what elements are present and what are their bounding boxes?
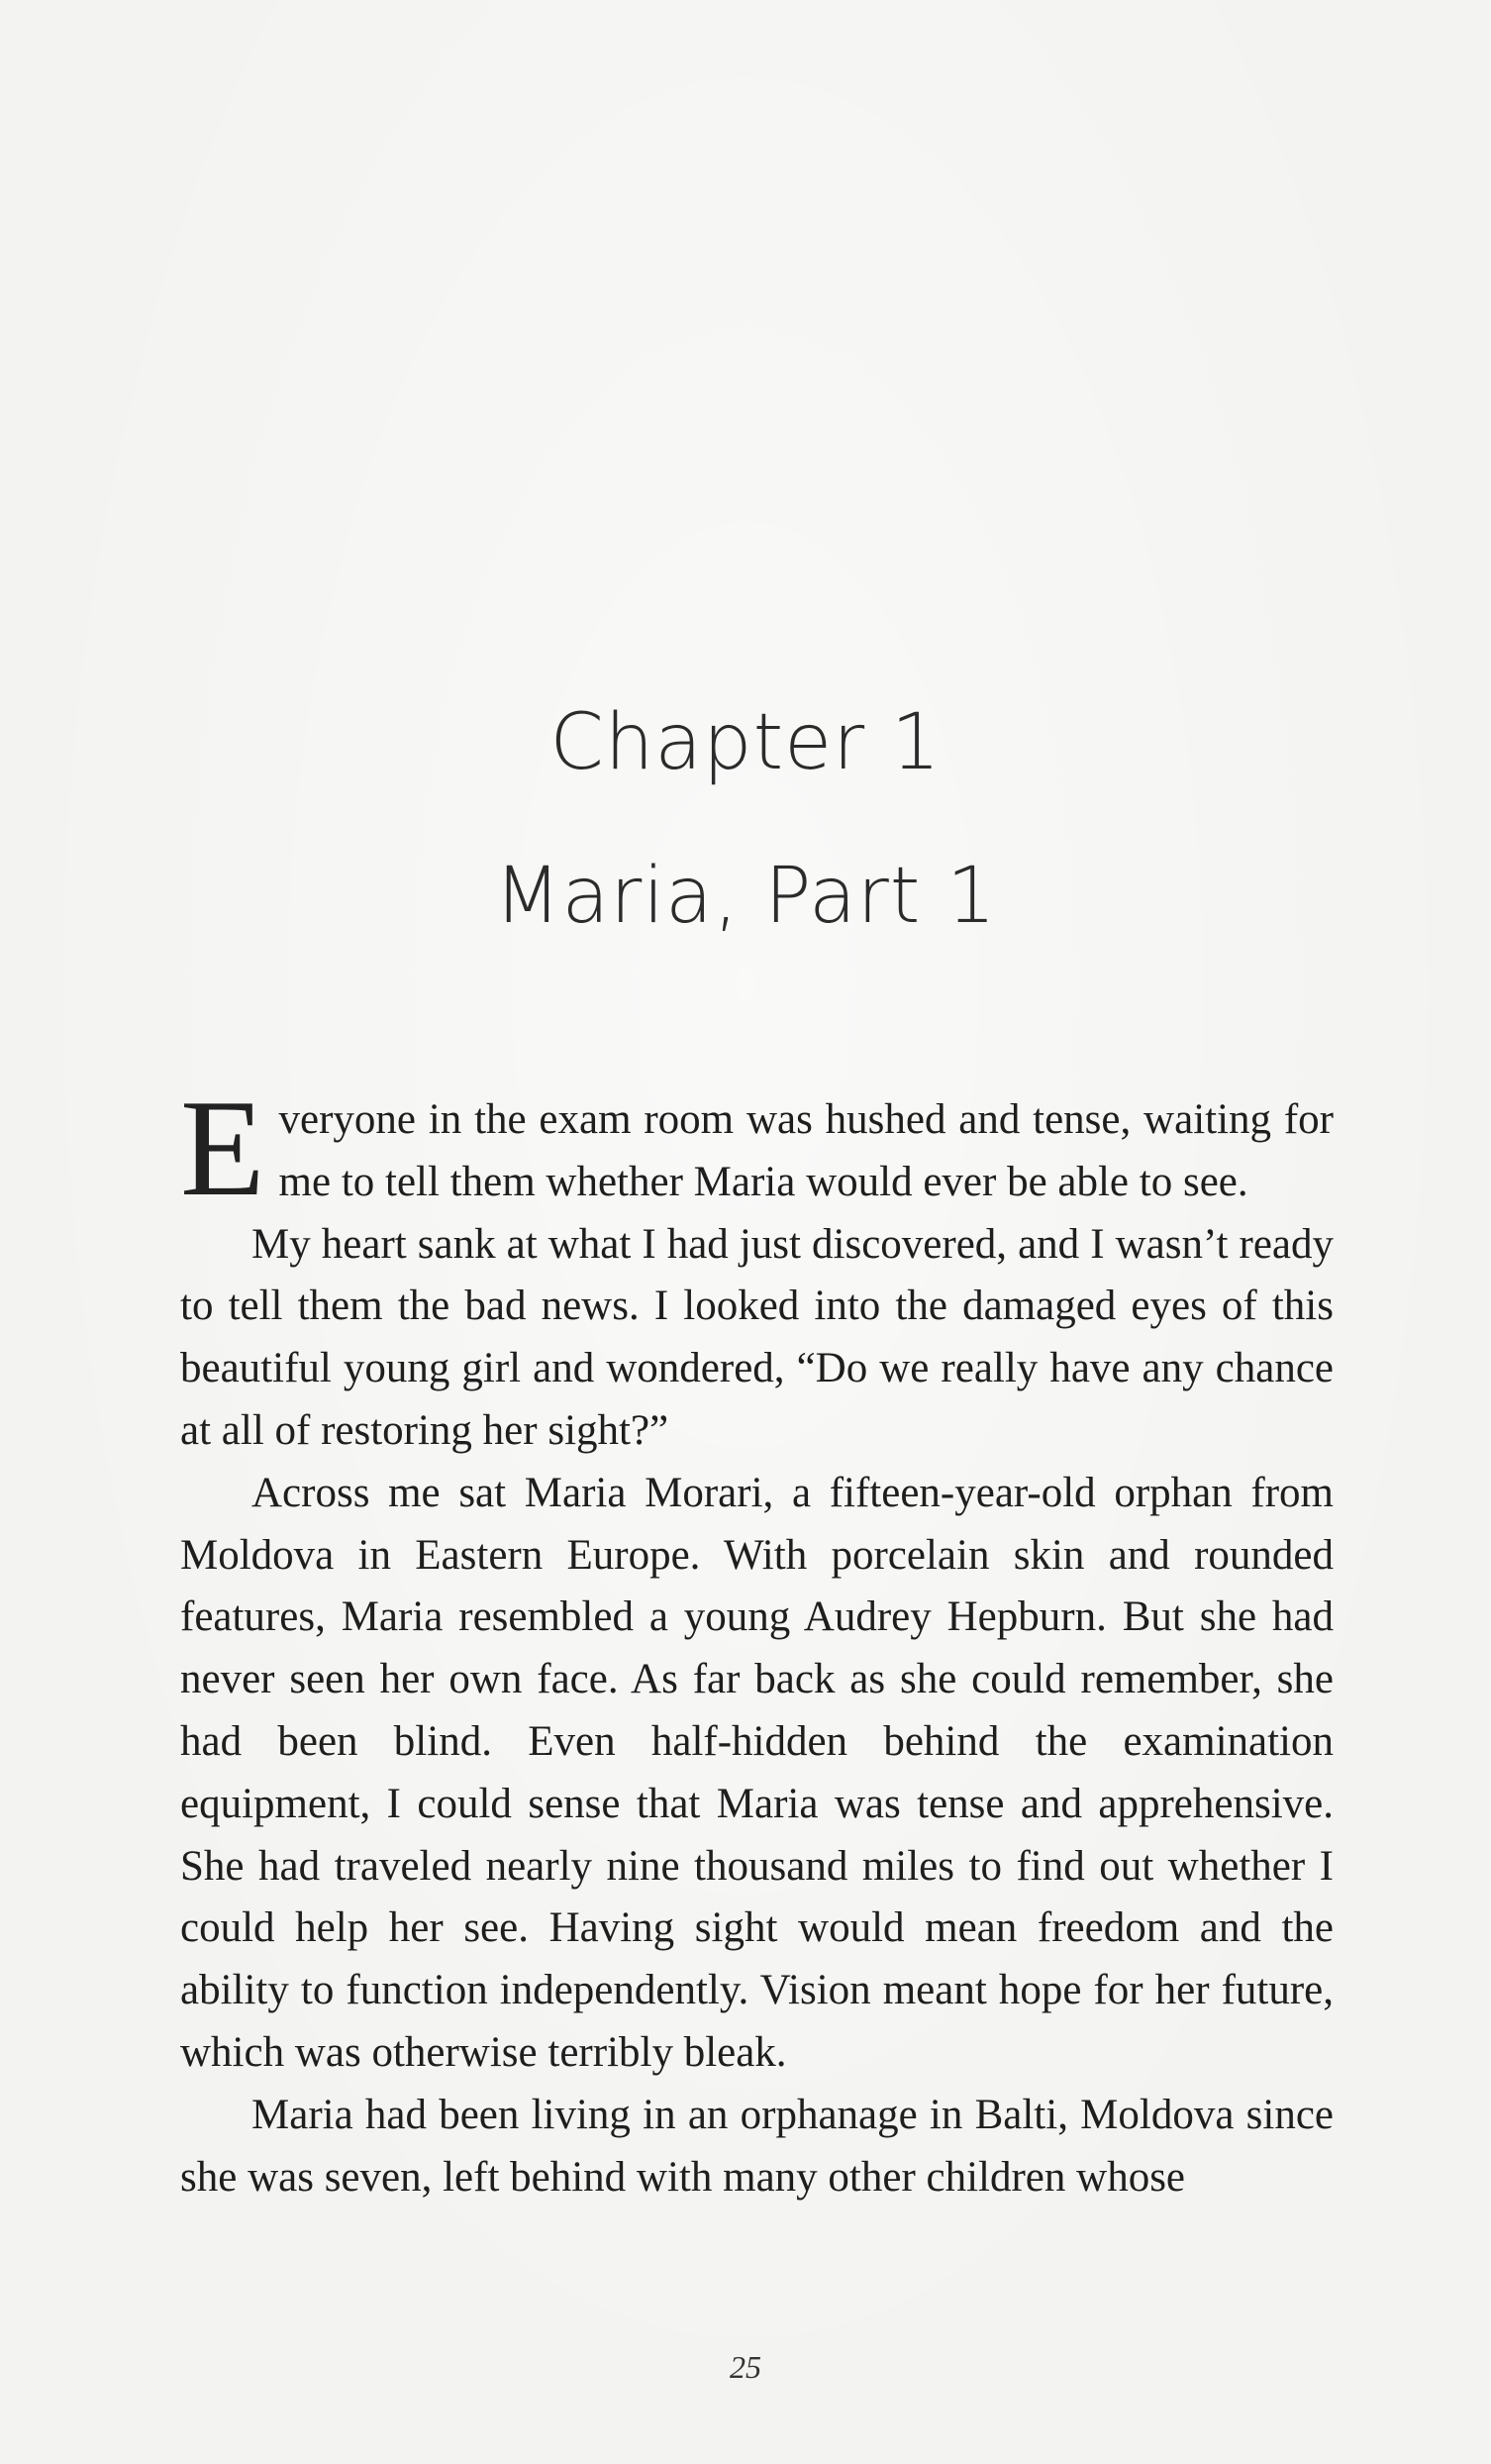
drop-cap: E: [180, 1072, 265, 1225]
paragraph-3: Across me sat Maria Morari, a fifteen-year-old orphan from Moldova in Eastern Europe. With porcelain skin and rounded features, Maria resembled a young Audrey Hepburn. But she had never seen her own face. As far back as she could remember, she had been blind. Even half-hidden behind the examination equipment, I could sense that Maria was tense and apprehensive. She had traveled nearly nine thousand miles to find out whether I could help her see. Having sight would mean freedom and the ability to function independently. Vision meant hope for her future, which was otherwise terribly bleak.: [180, 1469, 1334, 2076]
page-number: 25: [730, 2349, 761, 2385]
body-text: [180, 1072, 1334, 2208]
chapter-title: Maria, Part 1: [494, 852, 997, 941]
chapter-number: Chapter 1: [549, 698, 942, 787]
paragraph-2: My heart sank at what I had just discovered, and I wasn’t ready to tell them the bad news. I looked into the damaged eyes of this beautiful young girl and wondered, “Do we really have any chance at all of restoring her sight?”: [180, 1220, 1334, 1454]
paragraph-1: [180, 1072, 1334, 1225]
paragraph-1-text: veryone in the exam room was hushed and tense, waiting for me to tell them whether Maria would ever be able to see.: [278, 1096, 1334, 1205]
paragraph-4: Maria had been living in an orphanage in Balti, Moldova since she was seven, left behind with many other children whose: [180, 2091, 1334, 2201]
